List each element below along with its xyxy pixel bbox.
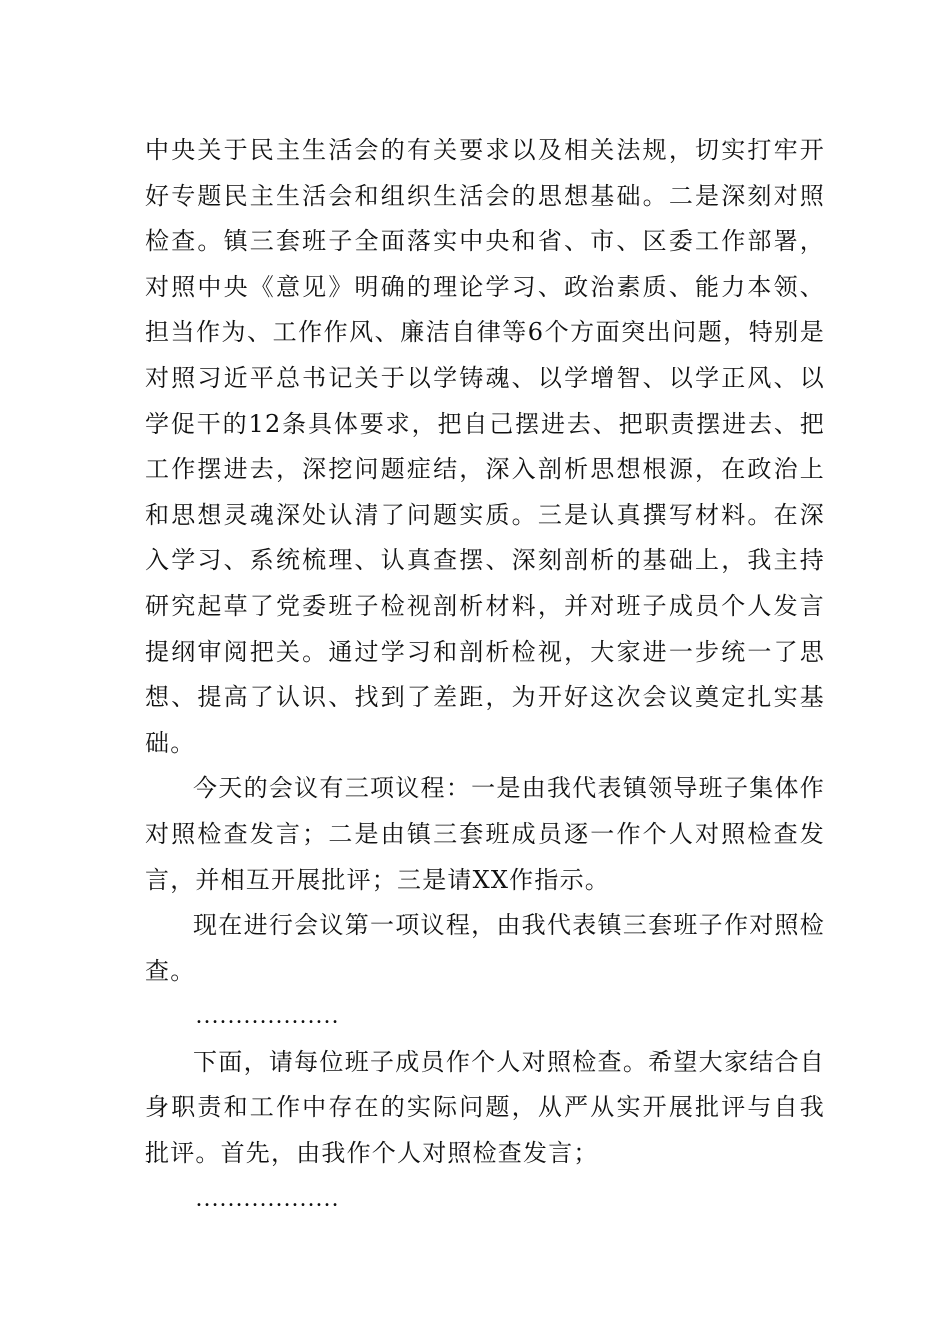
paragraph-first-item: 现在进行会议第一项议程，由我代表镇三套班子作对照检查。 [145, 911, 825, 985]
ellipsis-separator: ……………… [195, 1003, 339, 1030]
paragraph-individual-review: 下面，请每位班子成员作个人对照检查。希望大家结合自身职责和工作中存在的实际问题，从严从实开展批评与自我批评。首先，由我作个人对照检查发言； [145, 1047, 825, 1168]
document-page [145, 128, 825, 1222]
paragraph-agenda: 今天的会议有三项议程：一是由我代表镇领导班子集体作对照检查发言；二是由镇三套班成员逐一作个人对照检查发言，并相互开展批评；三是请XX作指示。 [145, 774, 825, 894]
ellipsis-separator: ……………… [195, 1185, 339, 1212]
paragraph-context: 中央关于民主生活会的有关要求以及相关法规，切实打牢开好专题民主生活会和组织生活会的思想基础。二是深刻对照检查。镇三套班子全面落实中央和省、市、区委工作部署，对照中央《意见》明确的理论学习、政治素质、能力本领、担当作为、工作作风、廉洁自律等6个方面突出问题，特别是对照习近平总书记关于以学铸魂、以学增智、以学正风、以学促干的12条具体要求，把自己摆进去、把职责摆进去、把工作摆进去，深挖问题症结，深入剖析思想根源，在政治上和思想灵魂深处认清了问题实质。三是认真撰写材料。在深入学习、系统梳理、认真查摆、深刻剖析的基础上，我主持研究起草了党委班子检视剖析材料，并对班子成员个人发言提纲审阅把关。通过学习和剖析检视，大家进一步统一了思想、提高了认识、找到了差距，为开好这次会议奠定扎实基础。 [145, 136, 825, 757]
